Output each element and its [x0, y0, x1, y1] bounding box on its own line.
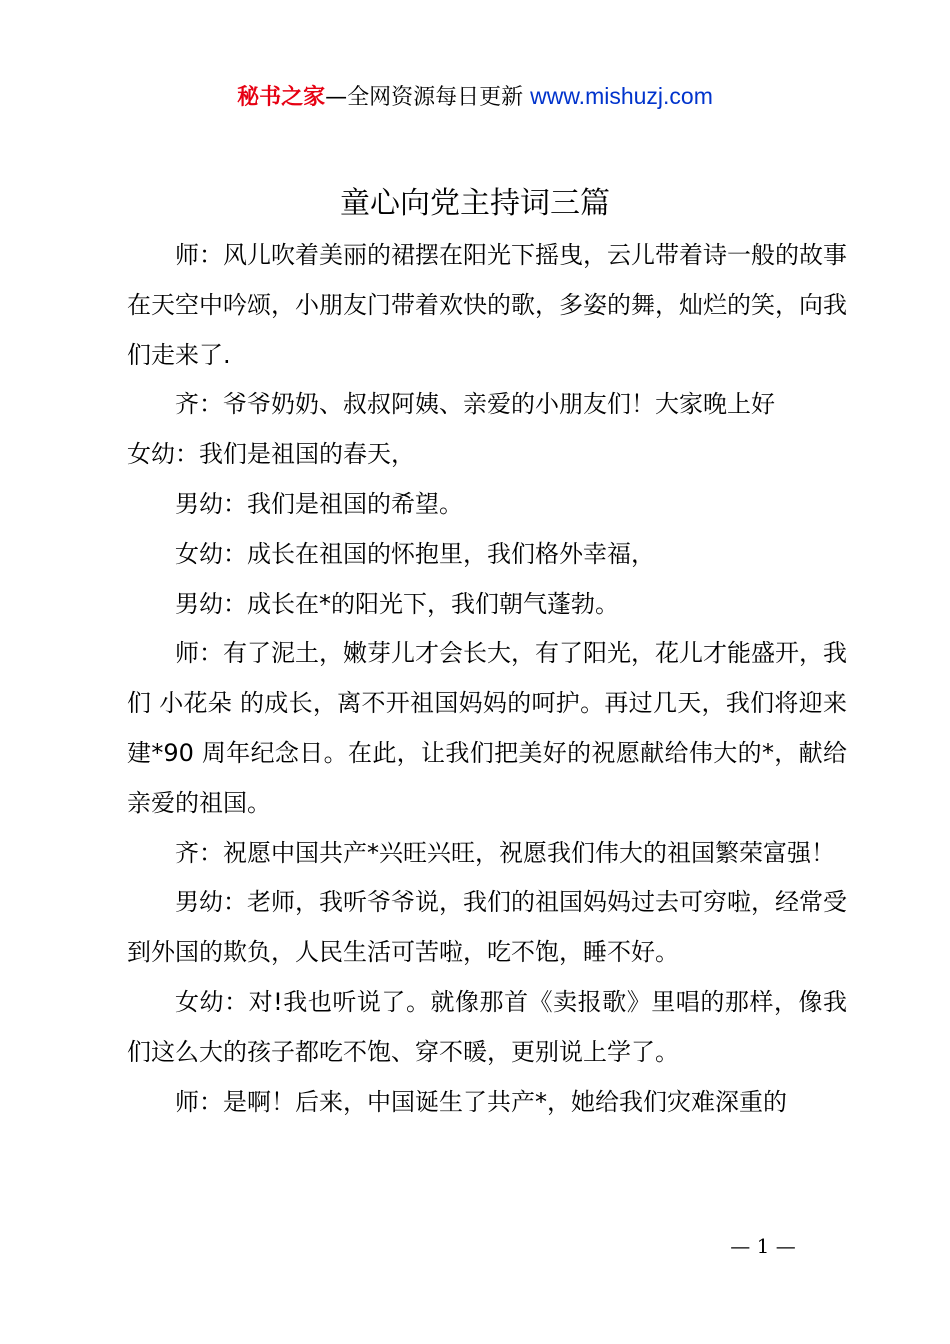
paragraph: 师：有了泥土，嫩芽儿才会长大，有了阳光，花儿才能盛开，我们 小花朵 的成长，离不开祖国妈妈的呵护。再过几天，我们将迎来建*90 周年纪念日。在此，让我们把美好的祝愿献给伟大的*，献给亲爱的祖国。 [127, 639, 847, 817]
paragraph: 女幼：成长在祖国的怀抱里，我们格外幸福， [175, 539, 655, 568]
document-body [127, 231, 847, 1127]
paragraph: 女幼：我们是祖国的春天， [127, 440, 415, 469]
site-tagline: —全网资源每日更新 [325, 85, 531, 110]
document-title: 童心向党主持词三篇 [340, 186, 610, 221]
paragraph: 齐：爷爷奶奶、叔叔阿姨、亲爱的小朋友们！大家晚上好 [175, 390, 775, 419]
paragraph: 男幼：我们是祖国的希望。 [175, 489, 463, 518]
paragraph: 男幼：成长在*的阳光下，我们朝气蓬勃。 [175, 589, 619, 618]
site-url-link[interactable]: www.mishuzj.com [530, 83, 713, 109]
paragraph: 师：是啊！后来，中国诞生了共产*，她给我们灾难深重的 [175, 1087, 787, 1116]
paragraph: 师：风儿吹着美丽的裙摆在阳光下摇曳，云儿带着诗一般的故事在天空中吟颂，小朋友门带着欢快的歌，多姿的舞，灿烂的笑，向我们走来了. [127, 241, 847, 369]
paragraph: 女幼：对!我也听说了。就像那首《卖报歌》里唱的那样，像我们这么大的孩子都吃不饱、穿不暖，更别说上学了。 [127, 987, 847, 1066]
site-header [0, 80, 950, 114]
site-brand: 秘书之家 [237, 85, 326, 110]
paragraph: 齐：祝愿中国共产*兴旺兴旺，祝愿我们伟大的祖国繁荣富强！ [175, 838, 835, 867]
page-number: — 1 — [730, 1234, 796, 1258]
paragraph: 男幼：老师，我听爷爷说，我们的祖国妈妈过去可穷啦，经常受到外国的欺负，人民生活可苦啦，吃不饱，睡不好。 [127, 888, 847, 967]
